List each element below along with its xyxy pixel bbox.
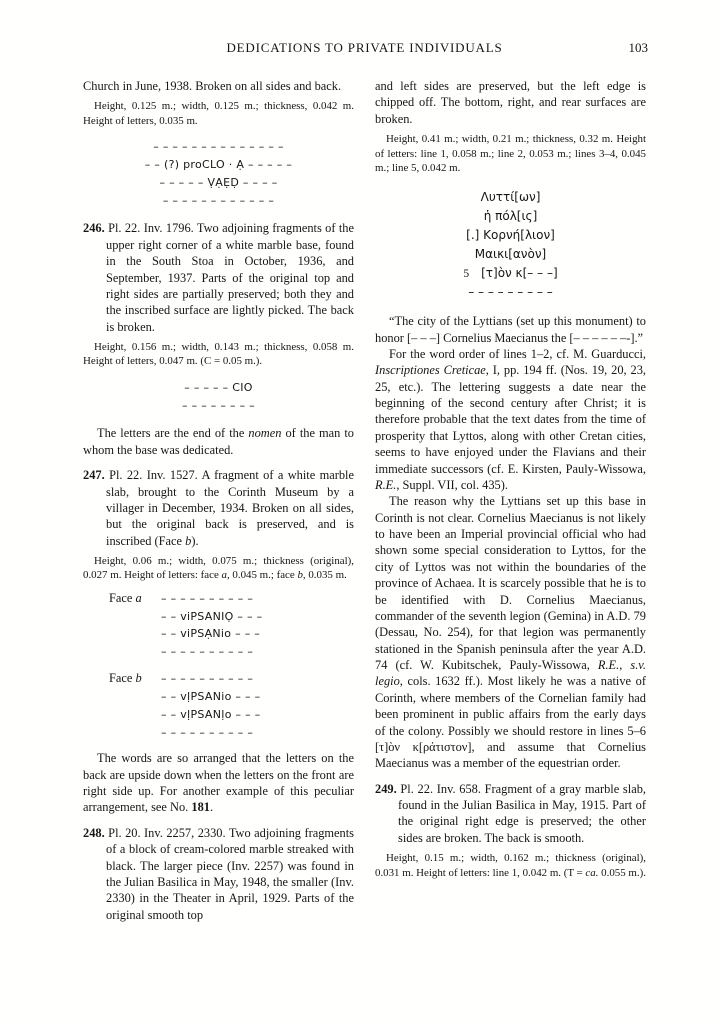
inscription-dash-line: – – – – – – – – xyxy=(182,398,255,412)
greek-line-text: [τ]ὸν κ[– – –] xyxy=(481,266,558,281)
face-a-label: Face a xyxy=(109,590,142,605)
measurements-245: Height, 0.125 m.; width, 0.125 m.; thickness, 0.042 m. Height of letters, 0.035 m. xyxy=(83,100,354,127)
entry-248 xyxy=(83,825,354,923)
translation-paragraph: “The city of the Lyttians (set up this monument) to honor [– – –] Cornelius Maecianus the [– – – – – –-].” xyxy=(375,314,646,345)
greek-line: Μαικι[ανὸν] xyxy=(474,247,547,262)
inscription-text-line: – – viPSANIỌ – – – xyxy=(161,609,263,623)
entry-246 xyxy=(83,220,354,335)
inscription-dash-line: – – – – – – – – – xyxy=(468,285,553,300)
inscription-dash-line: – – – – – – – – – – xyxy=(161,672,254,686)
face-b-lines xyxy=(161,670,261,741)
entry-number: 247. xyxy=(83,468,105,483)
commentary-paragraph: For the word order of lines 1–2, cf. M. Guarducci, Inscriptiones Creticae, I, pp. 194 ff. (Nos. 19, 20, 23, 25, etc.). The lettering suggests a date near the beginning of the second century after Christ; it is therefore probable that the text dates from the time of prosperity that Lyttos, along with other Cretan cities, seems to have enjoyed under the Flavians and their immediate successors (cf. E. Kirsten, Pauly-Wissowa, R.E., Suppl. VII, col. 435). xyxy=(375,346,646,492)
inscription-245 xyxy=(83,138,354,209)
entry-text: Pl. 22. Inv. 1796. Two adjoining fragments of the upper right corner of a white marble base, found in the South Stoa in October, 1936, and September, 1937. Parts of the original top and right sides are partially preserved; both they and the inscribed surface are lightly picked. The back is broken. xyxy=(106,221,354,334)
running-title: DEDICATIONS TO PRIVATE INDIVIDUALS xyxy=(226,40,503,55)
entry-247 xyxy=(83,467,354,549)
inscription-dash-line: – – – – – – – – – – – – xyxy=(162,193,275,207)
inscription-dash-line: – – – – – – – – – – – – – – xyxy=(153,140,284,154)
entry-number: 249. xyxy=(375,781,397,796)
inscription-text-line: – – vḷPSANḷo – – – xyxy=(161,707,261,721)
inscription-text-line: – – (?) proCLO · Ạ – – – – – xyxy=(144,157,293,171)
commentary-paragraph: The letters are the end of the nomen of the man to whom the base was dedicated. xyxy=(83,426,354,457)
continuation-paragraph: and left sides are preserved, but the left edge is chipped off. The bottom, right, and rear surfaces are broken. xyxy=(375,79,646,126)
continuation-paragraph: Church in June, 1938. Broken on all sides and back. xyxy=(83,79,342,93)
inscription-text-line: – – vḷPSANio – – – xyxy=(161,689,261,703)
greek-line: [.] Κορνή[λιον] xyxy=(466,228,555,243)
inscription-dash-line: – – – – – – – – – – xyxy=(161,645,254,659)
greek-line: ἡ πόλ[ις] xyxy=(483,209,538,224)
inscription-text-line: – – – – – ṾẠẸḌ – – – – xyxy=(159,175,278,189)
inscription-dash-line: – – – – – – – – – – xyxy=(161,725,254,739)
entry-number: 248. xyxy=(83,825,105,840)
page-header xyxy=(83,40,646,56)
entry-249 xyxy=(375,781,646,847)
greek-line: Λυττί[ων] xyxy=(480,190,541,205)
entry-text: Pl. 22. Inv. 1527. A fragment of a white marble slab, brought to the Corinth Museum by a villager in December, 1934. Broken on all sides, but the original back is preserved, and is inscribed (Face b). xyxy=(106,468,354,548)
text-columns xyxy=(83,78,646,923)
entry-text: Pl. 22. Inv. 658. Fragment of a gray marble slab, found in the Julian Basilica in May, 1915. Part of the original right edge is preserved; the other sides are broken. The back is smooth. xyxy=(398,781,646,845)
measurements-249: Height, 0.15 m.; width, 0.162 m.; thickness (original), 0.031 m. Height of letters: line 1, 0.042 m. (T = ca. 0.055 m.). xyxy=(375,852,646,879)
entry-text: Pl. 20. Inv. 2257, 2330. Two adjoining fragments of a block of cream-colored marble streaked with black. The larger piece (Inv. 2257) was found in the Julian Basilica in May, 1948, the smaller (Inv. 2330) in the Theater in April, 1929. Parts of the original smooth top xyxy=(106,825,354,922)
commentary-paragraph: The reason why the Lyttians set up this base in Corinth is not clear. Cornelius Maecianus is not likely to have been an Imperial provincial official who had shown some special consideration to Lyttos, for the city of Lyttos was not within the boundaries of the province of Achaea. It is scarcely possible that he is to be identified with D. Cornelius Maecianus, commander of the seventh legion (Gemina) in A.D. 79 (Dessau, No. 254), for that legion was permanently stationed in the Spanish peninsula after the year A.D. 74 (cf. W. Kubitschek, Pauly-Wissowa, R.E., s.v. legio, cols. 1632 ff.). Most likely he was a native of Corinth, where members of the Cornelian family had been prominent in public affairs from the early days of the colony. Possibly we should restore in lines 5–6 [τ]ὸν κ[ράτιστον], and assume that Cornelius Maecianus was a member of the equestrian order. xyxy=(375,494,646,771)
left-column xyxy=(83,78,354,923)
inscription-dash-line: – – – – – – – – – – xyxy=(161,591,254,605)
entry-number: 246. xyxy=(83,221,105,236)
greek-inscription-248 xyxy=(375,188,646,302)
commentary-paragraph: The words are so arranged that the letters on the back are upside down when the letters on the front are right side up. For another example of this peculiar arrangement, see No. 181. xyxy=(83,751,354,815)
measurements-246: Height, 0.156 m.; width, 0.143 m.; thickness, 0.058 m. Height of letters, 0.047 m. (C = 0.05 m.). xyxy=(83,341,354,368)
measurements-248: Height, 0.41 m.; width, 0.21 m.; thickness, 0.32 m. Height of letters: line 1, 0.058 m.; line 2, 0.053 m.; lines 3–4, 0.045 m.; line 5, 0.042 m. xyxy=(375,133,646,174)
inscription-face-b xyxy=(83,670,354,741)
inscription-text-line: – – – – – CIO xyxy=(184,380,253,394)
page-number: 103 xyxy=(628,40,648,55)
face-a-lines xyxy=(161,590,262,661)
right-column xyxy=(375,78,646,923)
measurements-247: Height, 0.06 m.; width, 0.075 m.; thickness (original), 0.027 m. Height of letters: face a, 0.045 m.; face b, 0.035 m. xyxy=(83,555,354,582)
inscription-246 xyxy=(83,379,354,415)
face-b-label: Face b xyxy=(109,671,142,686)
line-number: 5 xyxy=(463,268,470,281)
greek-line xyxy=(375,264,646,283)
inscription-text-line: – – viPSẠNio – – – xyxy=(161,627,261,641)
inscription-face-a xyxy=(83,590,354,661)
